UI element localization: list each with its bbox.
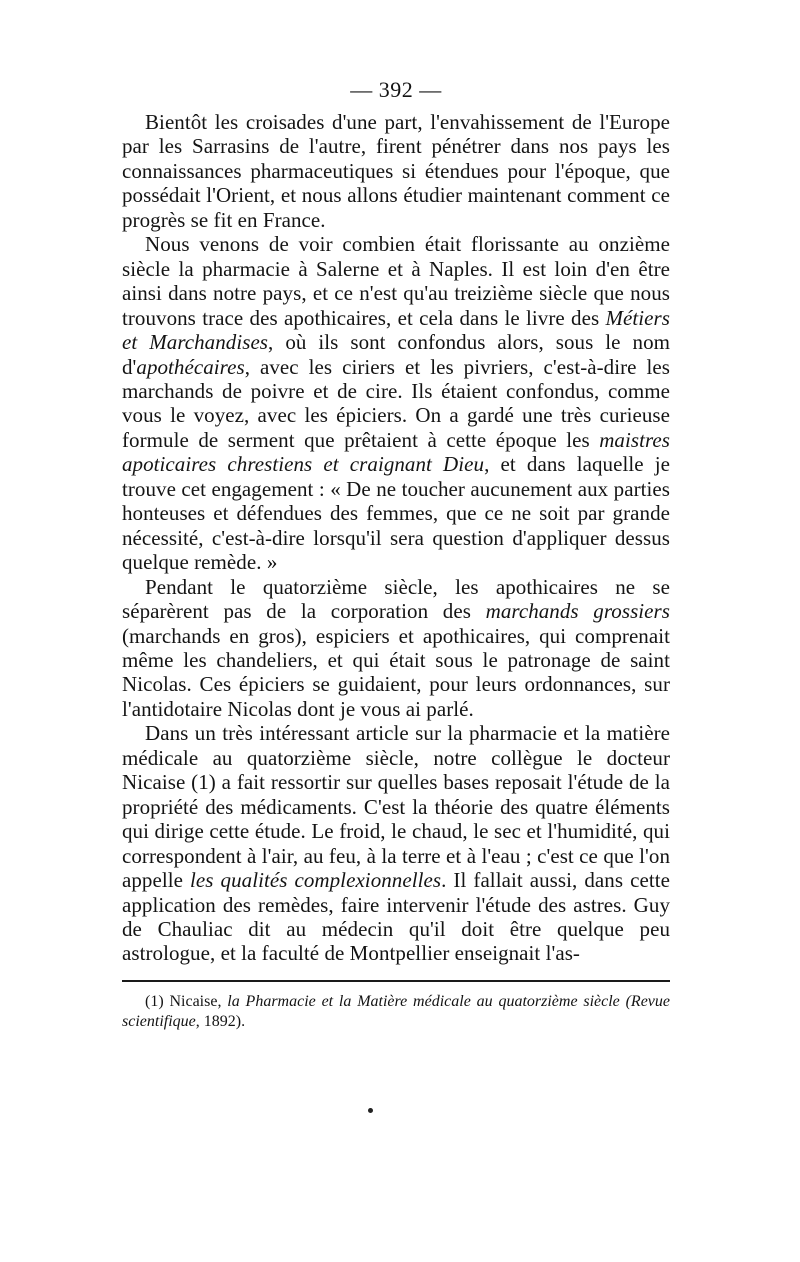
- text-run: Nous venons de voir combien était florissante au onzième siècle la pharmacie à Salerne et à Naples. Il est loin d'en être ainsi dans notre pays, et ce n'est qu'au treizième siècle que nous trouvons trace des apothicaires, et cela dans le livre des: [122, 232, 670, 330]
- text-run: Pendant le quatorzième siècle, les apothicaires ne se séparèrent pas de la corporation des: [122, 574, 670, 624]
- text-run: (1) Nicaise,: [145, 992, 228, 1010]
- italic-text: la Pharmacie et la Matière médicale au quatorzième siècle (Revue scientifique: [122, 992, 671, 1030]
- italic-text: les qualités complexionnelles: [190, 868, 442, 893]
- paragraph: [122, 110, 670, 232]
- italic-text: maistres apoticaires chrestiens et craignant Dieu: [122, 427, 670, 477]
- body-text: [122, 110, 670, 966]
- text-run: , où ils sont confondus alors, sous le nom d': [122, 330, 670, 379]
- page: [122, 76, 670, 1032]
- text-run: Dans un très intéressant article sur la pharmacie et la matière médicale au quatorzième siècle, notre collègue le docteur Nicaise (1) a fait ressortir sur quelles bases reposait l'étude de la propriété des médicaments. C'est la théorie des quatre éléments qui dirige cette étude. Le froid, le chaud, le sec et l'humidité, qui correspondent à l'air, au feu, à la terre et à l'eau ; c'est ce que l'on appelle: [122, 721, 670, 893]
- paragraph: [122, 575, 670, 722]
- footnote-rule: [122, 980, 670, 982]
- italic-text: marchands grossiers: [485, 599, 670, 624]
- text-run: , avec les ciriers et les pivriers, c'est-à-dire les marchands de poivre et de cire. Ils étaient confondus, comme vous le voyez, avec les épiciers. On a gardé une très curieuse formule de serment que prêtaient à cette époque les: [122, 354, 670, 452]
- text-run: Bientôt les croisades d'une part, l'envahissement de l'Europe par les Sarrasins de l'autre, firent pénétrer dans nos pays les connaissances pharmaceutiques si étendues pour l'époque, que possédait l'Orient, et nous allons étudier maintenant comment ce progrès se fit en France.: [122, 110, 670, 232]
- footnote: [122, 992, 670, 1032]
- text-run: . Il fallait aussi, dans cette application des remèdes, faire intervenir l'étude des astres. Guy de Chauliac dit au médecin qu'il doit être quelque peu astrologue, et la faculté de Montpellier enseignait l'as-: [122, 868, 670, 966]
- text-run: , et dans laquelle je trouve cet engagement : « De ne toucher aucunement aux parties honteuses et défendues des femmes, que ce ne soit par grande nécessité, c'est-à-dire lorsqu'il sera question d'appliquer dessus quelque remède. »: [122, 452, 670, 575]
- italic-text: Métiers et Marchandises: [122, 305, 670, 355]
- italic-text: apothécaires: [136, 354, 245, 379]
- text-run: , 1892).: [195, 1012, 246, 1030]
- paragraph: [122, 232, 670, 574]
- text-run: (marchands en gros), espiciers et apothicaires, qui comprenait même les chandeliers, et qui était sous le patronage de saint Nicolas. Ces épiciers se guidaient, pour leurs ordonnances, sur l'antidotaire Nicolas dont je vous ai parlé.: [122, 623, 670, 721]
- stray-ink-mark: [368, 1108, 373, 1113]
- page-number: — 392 —: [350, 77, 442, 102]
- paragraph: [122, 721, 670, 966]
